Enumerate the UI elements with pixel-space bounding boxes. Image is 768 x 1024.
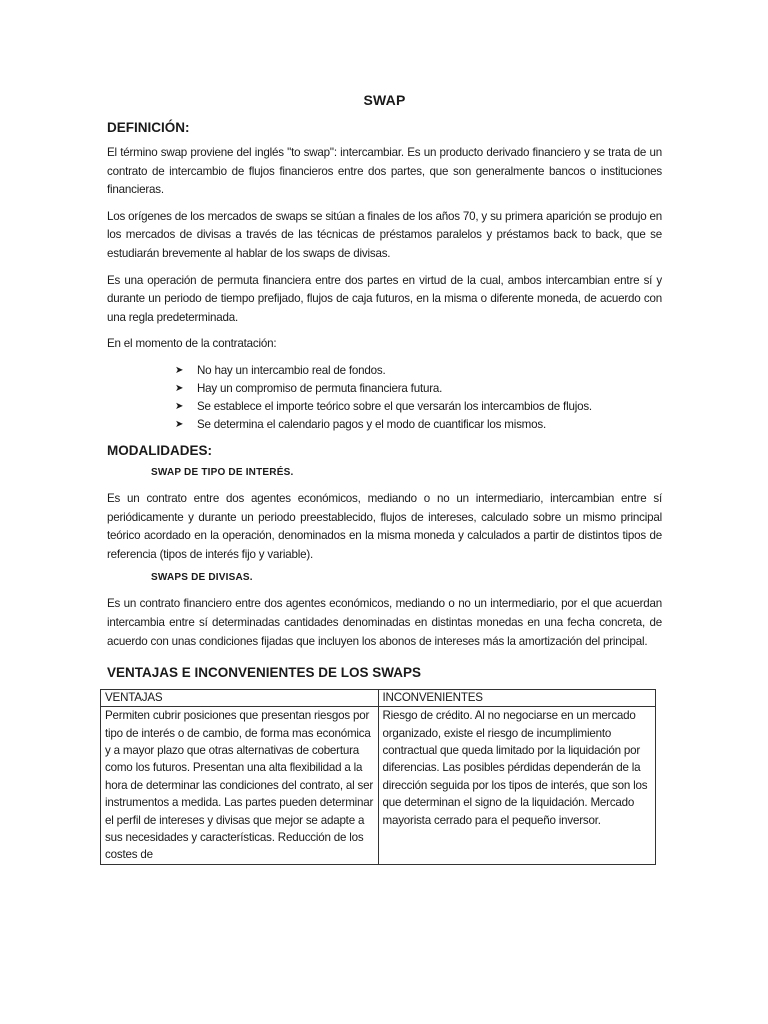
bullet-text: Hay un compromiso de permuta financiera futura. [197, 381, 443, 395]
list-item [175, 398, 662, 416]
bullet-text: No hay un intercambio real de fondos. [197, 363, 386, 377]
contratacion-bullet-list [175, 362, 662, 434]
ventajas-inconvenientes-table [100, 689, 656, 865]
list-item [175, 380, 662, 398]
definicion-paragraph-4: En el momento de la contratación: [107, 337, 277, 351]
inconvenientes-cell: Riesgo de crédito. Al no negociarse en un mercado organizado, existe el riesgo de incumplimiento contractual que queda limitado por la liquidación por diferencias. Las posibles pérdidas dependerán de la dirección seguida por los tipos de interés, que son los que determinan el signo de la liquidación. Mercado mayorista cerrado para el pequeño inversor. [378, 707, 656, 865]
swap-tipo-interes-text: Es un contrato entre dos agentes económicos, mediando o no un intermediario, intercambian entre sí periódicamente y durante un periodo preestablecido, flujos de intereses, calculado sobre un mismo principal teórico acordado en la operación, denominados en la misma moneda y calculados a partir de distintos tipos de referencia (tipos de interés fijo y variable). [107, 491, 662, 561]
bullet-text: Se determina el calendario pagos y el modo de cuantificar los mismos. [197, 417, 547, 431]
ventajas-column-header: VENTAJAS [101, 690, 379, 707]
ventajas-cell: Permiten cubrir posiciones que presentan riesgos por tipo de interés o de cambio, de forma mas económica y a mayor plazo que otras alternativas de cobertura como los futuros. Presentan una alta flexibilidad a la hora de determinar las condiciones del contrato, al ser instrumentos a medida. Las partes pueden determinar el perfil de intereses y divisas que mejor se adapte a sus necesidades y características. Reducción de los costes de [101, 707, 379, 865]
document-title: SWAP [363, 92, 406, 108]
ventajas-inconvenientes-heading: VENTAJAS E INCONVENIENTES DE LOS SWAPS [107, 665, 422, 681]
definicion-heading: DEFINICIÓN: [107, 120, 190, 135]
list-item [175, 416, 662, 434]
swaps-divisas-heading: SWAPS DE DIVISAS. [151, 572, 253, 584]
arrow-bullet-icon: ➤ [175, 400, 184, 412]
arrow-bullet-icon: ➤ [175, 382, 184, 394]
definicion-paragraph-1: El término swap proviene del inglés "to swap": intercambiar. Es un producto derivado financiero y se trata de un contrato de intercambio de flujos financieros entre dos partes, que son generalmente bancos o instituciones financieras. [107, 146, 662, 197]
document-content [107, 92, 662, 865]
modalidades-heading: MODALIDADES: [107, 442, 212, 458]
table-header-row [101, 690, 656, 707]
swaps-divisas-text: Es un contrato financiero entre dos agentes económicos, mediando o no un intermediario, por el que acuerdan intercambia entre sí determinadas cantidades denominadas en distintas monedas en una fecha concreta, de acuerdo con unas condiciones fijadas que incluyen los abonos de intereses más la amortización del principal. [107, 597, 662, 648]
arrow-bullet-icon: ➤ [175, 364, 184, 376]
list-item [175, 362, 662, 380]
arrow-bullet-icon: ➤ [175, 418, 184, 430]
table-row [101, 707, 656, 865]
inconvenientes-column-header: INCONVENIENTES [378, 690, 656, 707]
bullet-text: Se establece el importe teórico sobre el que versarán los intercambios de flujos. [197, 399, 592, 413]
swap-tipo-interes-heading: SWAP DE TIPO DE INTERÉS. [151, 466, 294, 478]
definicion-paragraph-3: Es una operación de permuta financiera entre dos partes en virtud de la cual, ambos intercambian entre sí y durante un periodo de tiempo prefijado, flujos de caja futuros, en la misma o diferente moneda, de acuerdo con una regla predeterminada. [107, 273, 662, 324]
definicion-paragraph-2: Los orígenes de los mercados de swaps se sitúan a finales de los años 70, y su primera aparición se produjo en los mercados de divisas a través de las técnicas de préstamos paralelos y préstamos back to back, que se estudiarán brevemente al hablar de los swaps de divisas. [107, 209, 662, 260]
